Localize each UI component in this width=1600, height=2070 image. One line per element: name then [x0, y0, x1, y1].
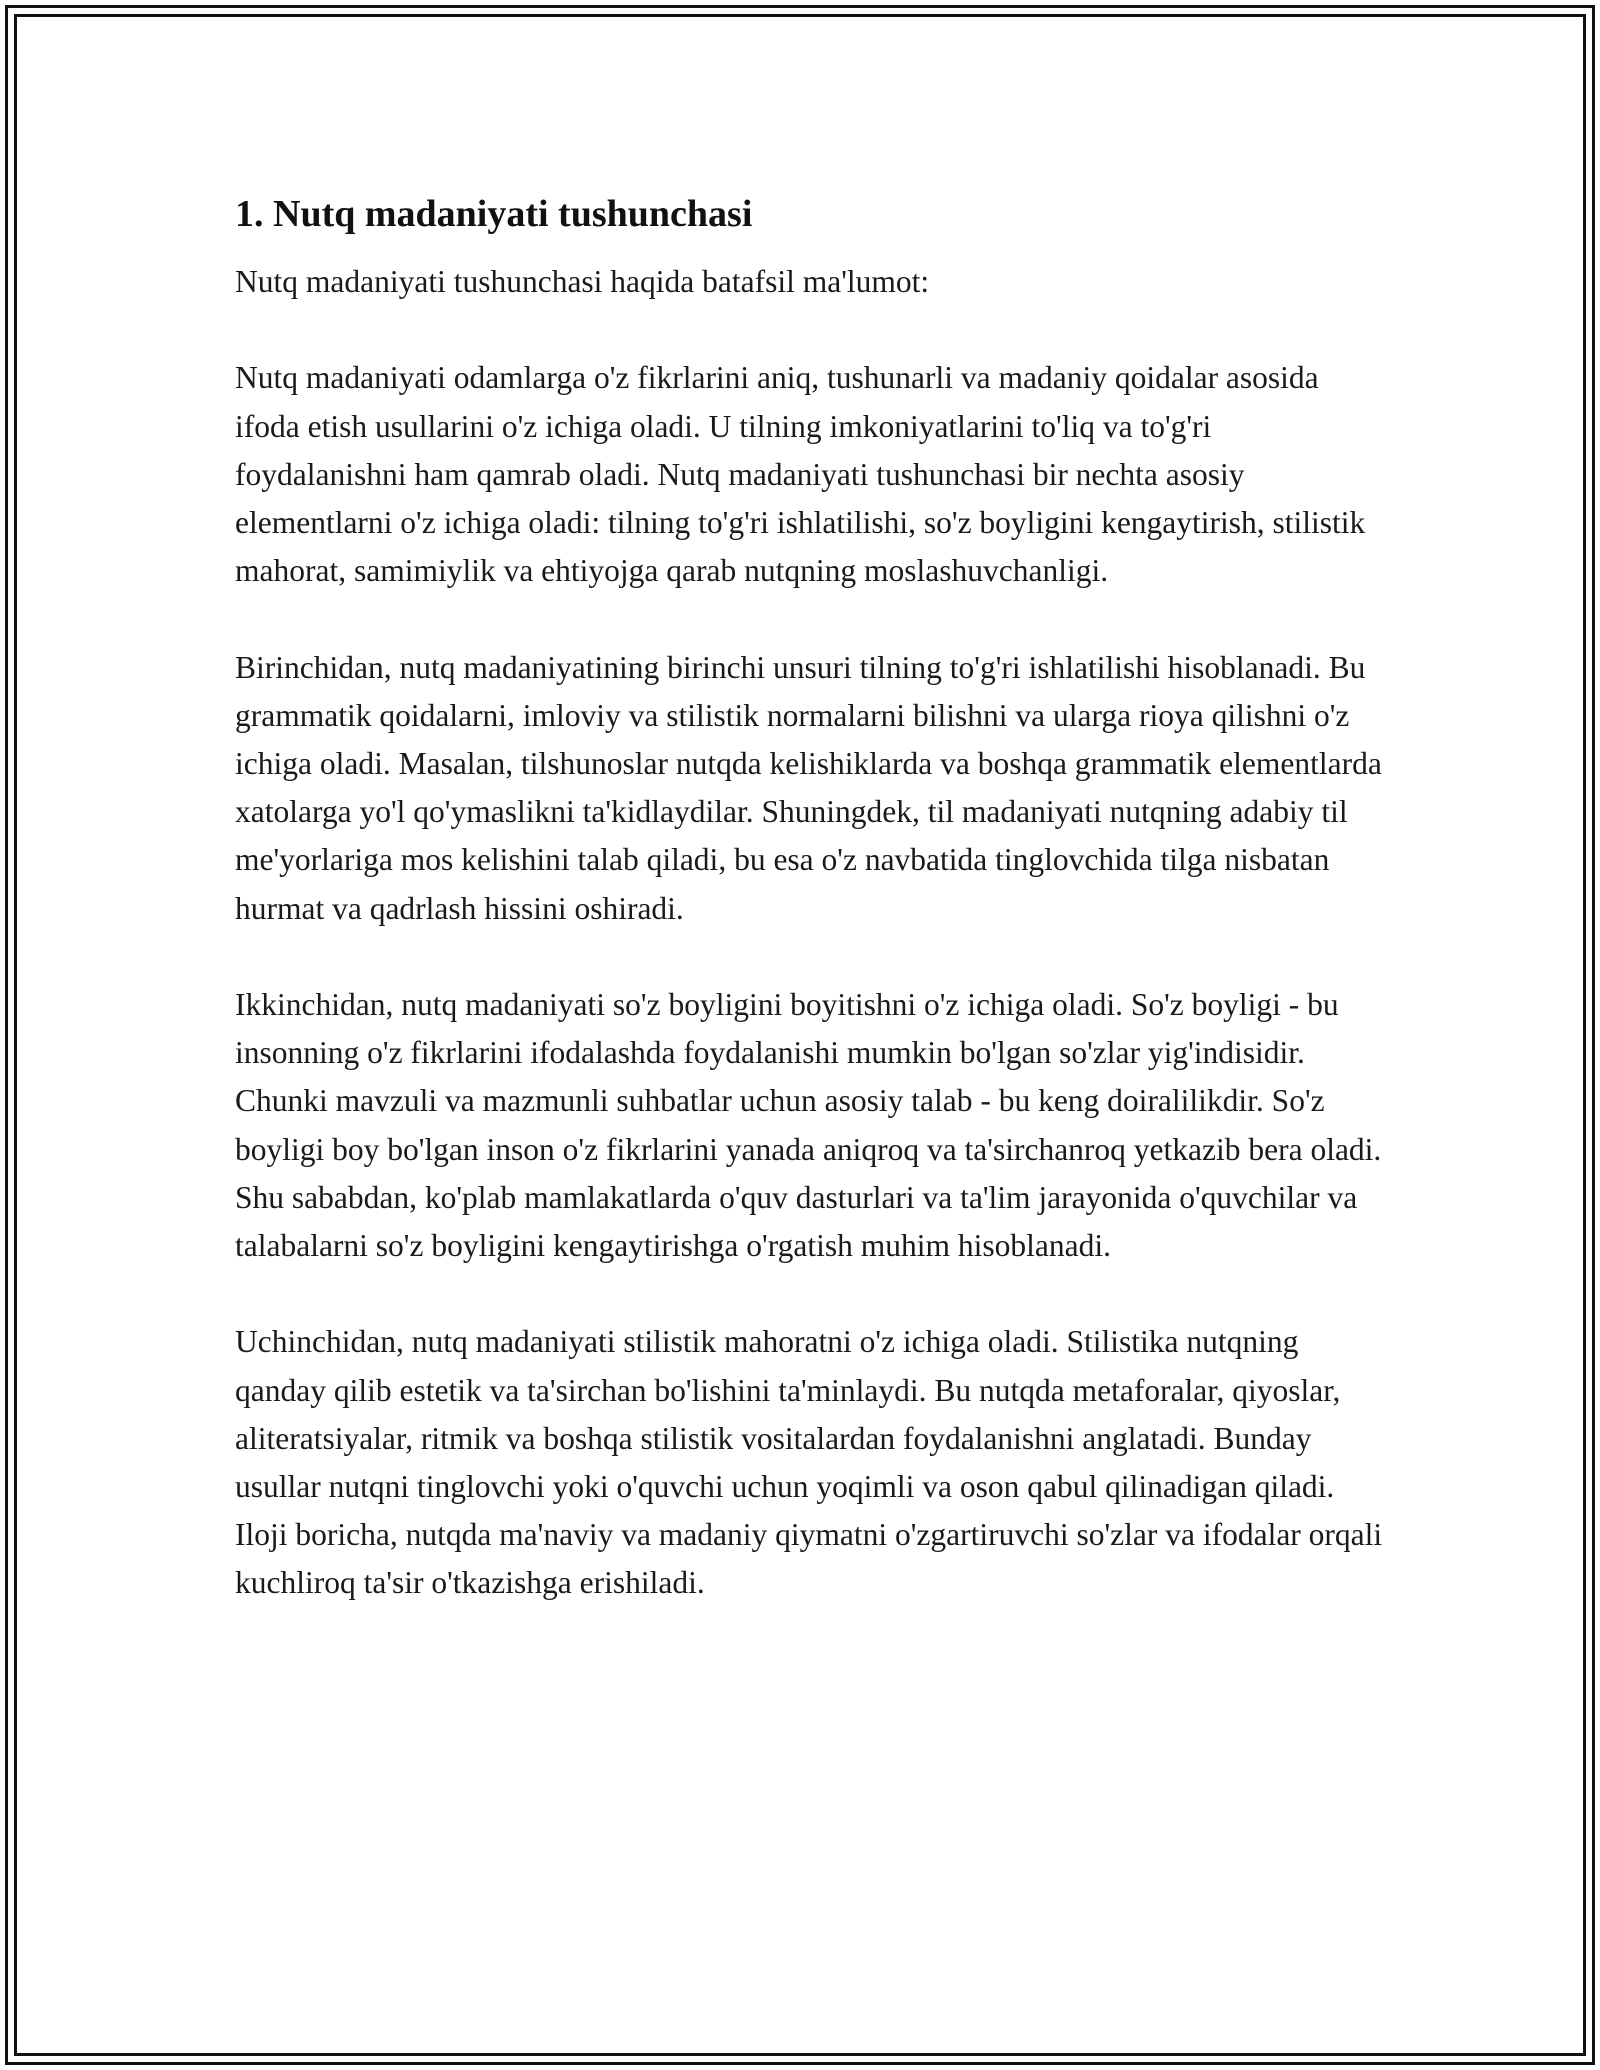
definition-paragraph: Nutq madaniyati odamlarga o'z fikrlarini aniq, tushunarli va madaniy qoidalar asosida ifoda etish usullarini o'z ichiga oladi. U tilning imkoniyatlarini to'liq va to'g'ri foydalanishni ham qamrab oladi. Nutq madaniyati tushunchasi bir nechta asosiy elementlarni o'z ichiga oladi: tilning to'g'ri ishlatilishi, so'z boyligini kengaytirish, stilistik mahorat, samimiylik va ehtiyojga qarab nutqning moslashuvchanligi. [235, 360, 1366, 589]
section-heading: 1. Nutq madaniyati tushunchasi [235, 193, 753, 235]
first-point-paragraph: Birinchidan, nutq madaniyatining birinchi unsuri tilning to'g'ri ishlatilishi hisoblanadi. Bu grammatik qoidalarni, imloviy va stilistik normalarni bilishni va ularga rioya qilishni o'z ichiga oladi. Masalan, tilshunoslar nutqda kelishiklarda va boshqa grammatik elementlarda xatolarga yo'l qo'ymaslikni ta'kidlaydilar. Shuningdek, til madaniyati nutqning adabiy til me'yorlariga mos kelishini talab qiladi, bu esa o'z navbatida tinglovchida tilga nisbatan hurmat va qadrlash hissini oshiradi. [235, 649, 1382, 926]
intro-paragraph: Nutq madaniyati tushunchasi haqida batafsil ma'lumot: [235, 264, 930, 299]
second-point-paragraph: Ikkinchidan, nutq madaniyati so'z boyligini boyitishni o'z ichiga oladi. So'z boyligi - bu insonning o'z fikrlarini ifodalashda foydalanishi mumkin bo'lgan so'zlar yig'indisidir. Chunki mavzuli va mazmunli suhbatlar uchun asosiy talab - bu keng doiralilikdir. So'z boyligi boy bo'lgan inson o'z fikrlarini yanada aniqroq va ta'sirchanroq yetkazib bera oladi. Shu sababdan, ko'plab mamlakatlarda o'quv dasturlari va ta'lim jarayonida o'quvchilar va talabalarni so'z boyligini kengaytirishga o'rgatish muhim hisoblanadi. [235, 987, 1382, 1264]
third-point-paragraph: Uchinchidan, nutq madaniyati stilistik mahoratni o'z ichiga oladi. Stilistika nutqning qanday qilib estetik va ta'sirchan bo'lishini ta'minlaydi. Bu nutqda metaforalar, qiyoslar, aliteratsiyalar, ritmik va boshqa stilistik vositalardan foydalanishni anglatadi. Bunday usullar nutqni tinglovchi yoki o'quvchi uchun yoqimli va oson qabul qilinadigan qiladi. Iloji boricha, nutqda ma'naviy va madaniy qiymatni o'zgartiruvchi so'zlar va ifodalar orqali kuchliroq ta'sir o'tkazishga erishiladi. [235, 1324, 1383, 1601]
document-body [235, 190, 1385, 1608]
